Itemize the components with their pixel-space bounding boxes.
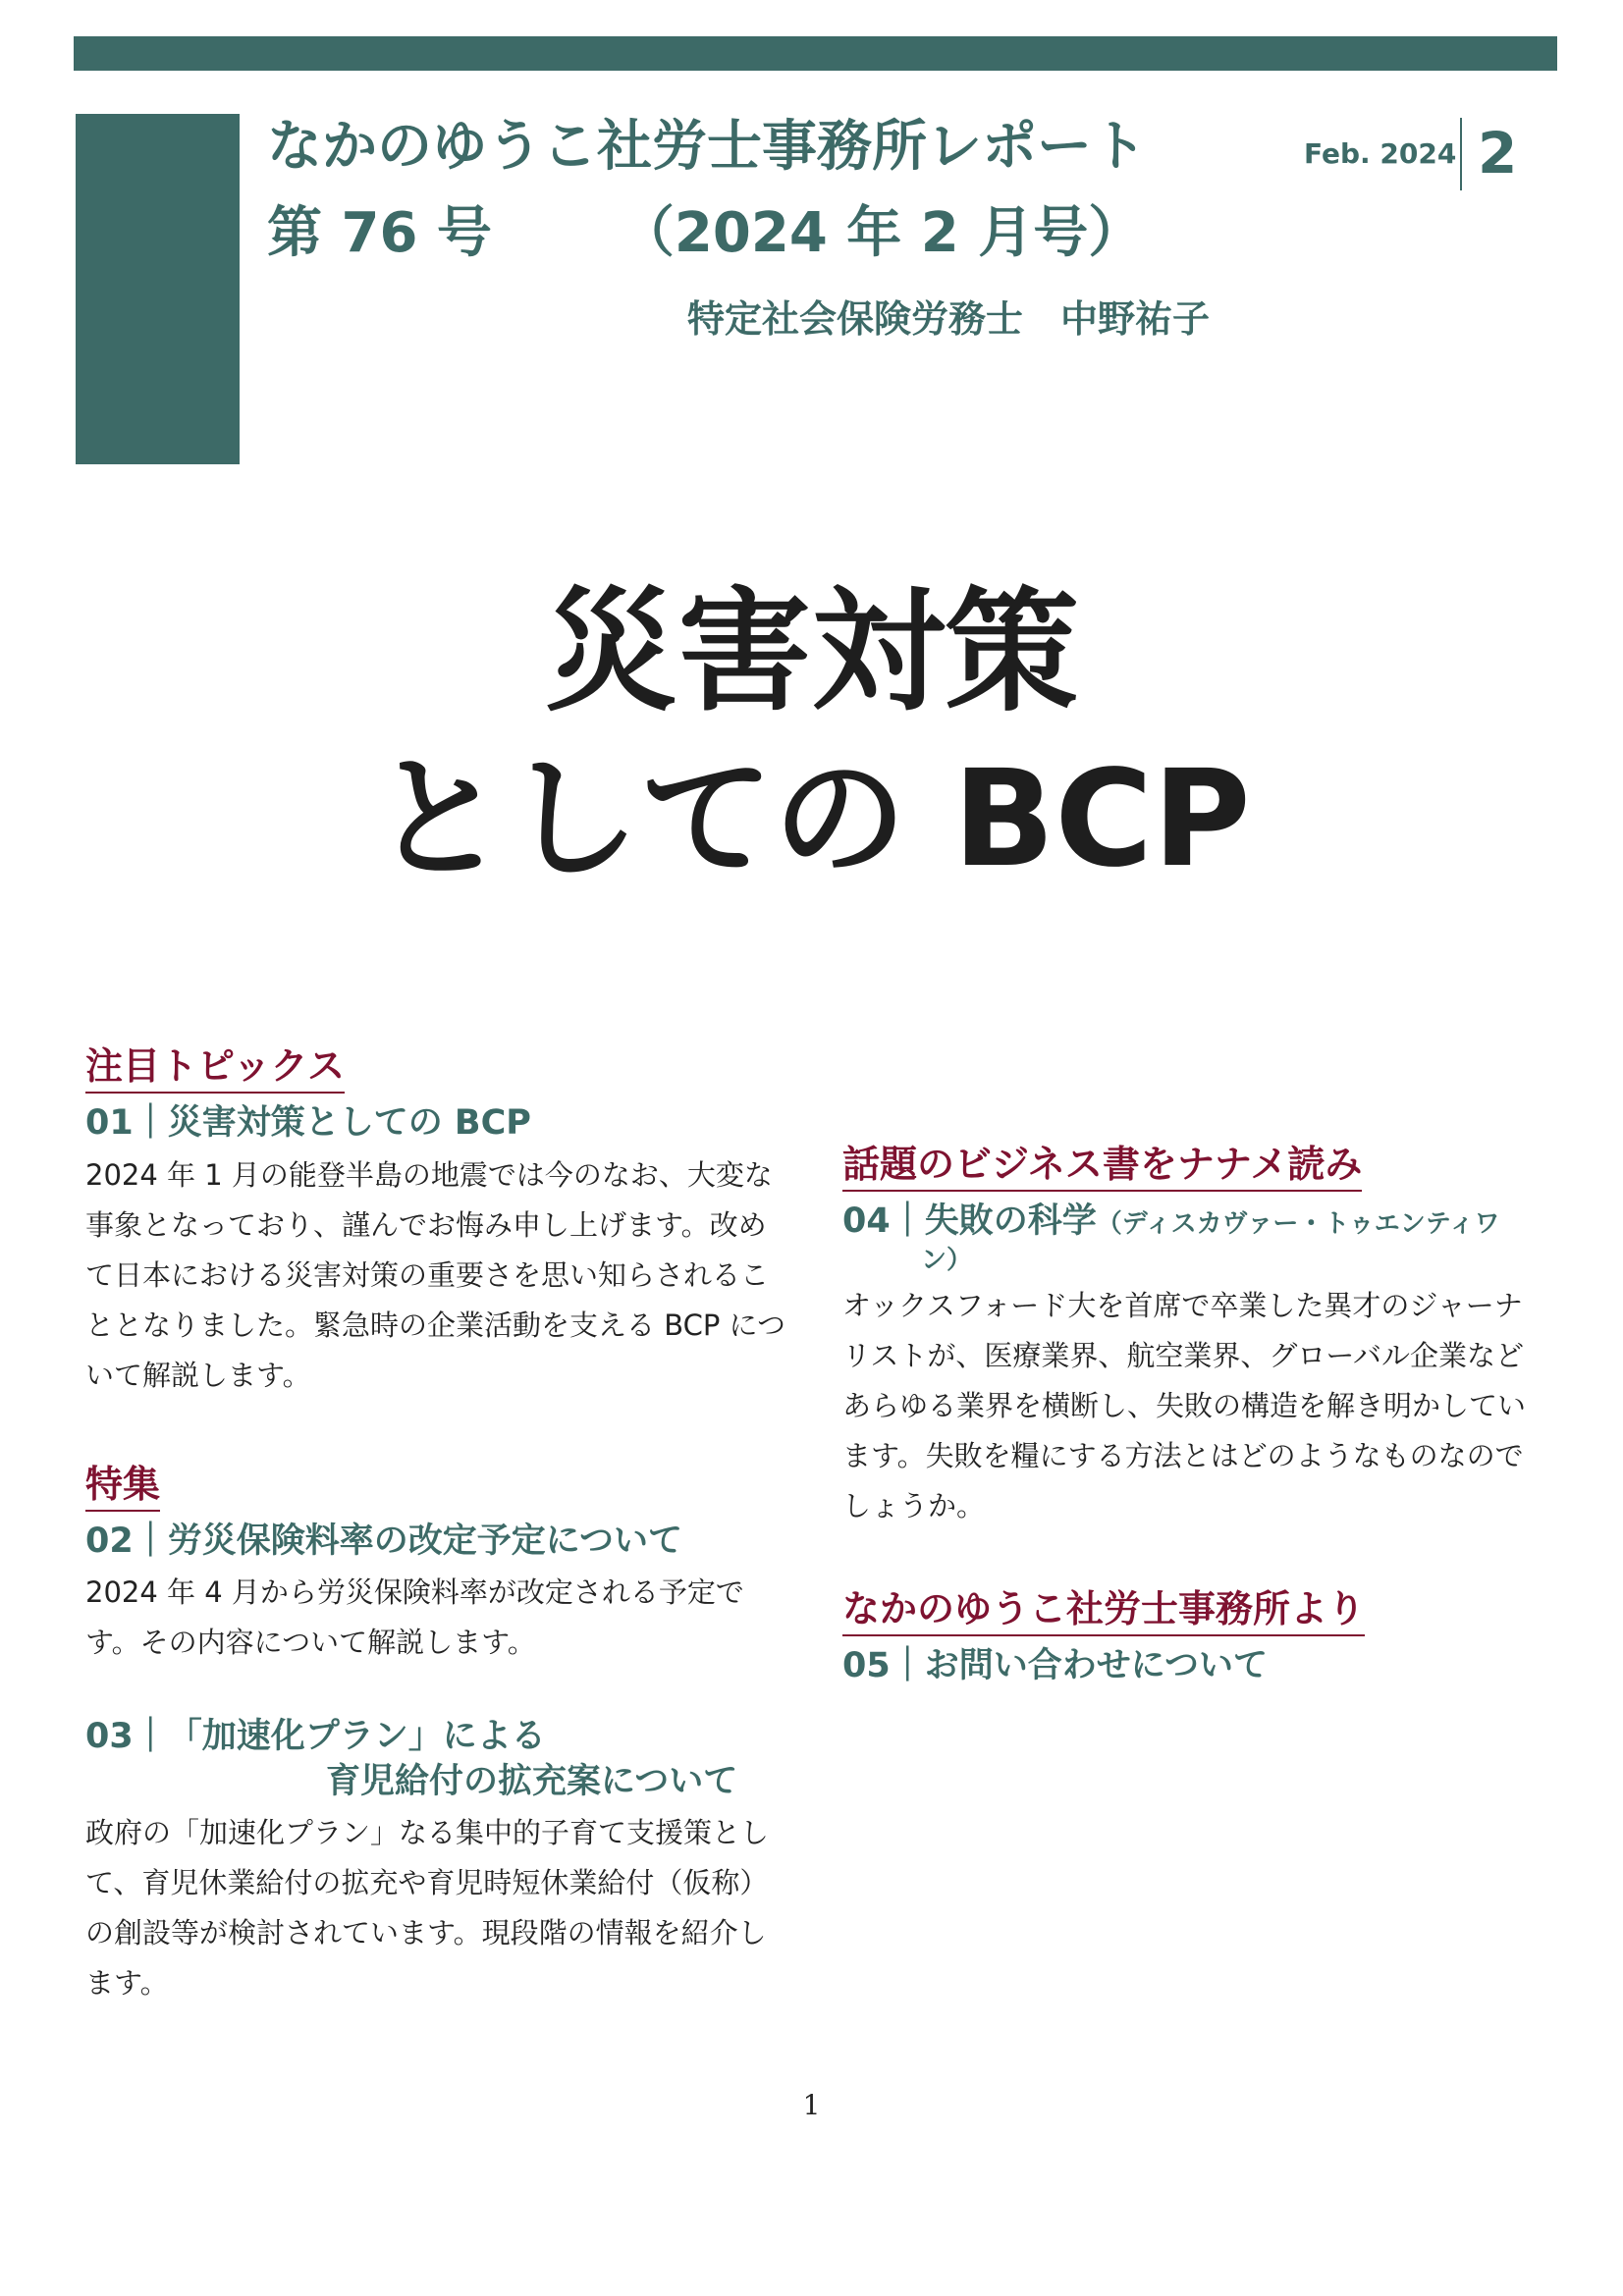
item-title-04-subtitle-cont: ン） bbox=[921, 1245, 973, 1275]
item-title-04-main: 04｜失敗の科学 bbox=[842, 1201, 1097, 1241]
item-body-04: オックスフォード大を首席で卒業した異才のジャーナリストが、医療業界、航空業界、グローバル企業などあらゆる業界を横断し、失敗の構造を解き明かしています。失敗を糧にする方法とはどのようなものなのでしょうか。 bbox=[842, 1289, 1527, 1523]
main-title bbox=[0, 569, 1623, 903]
report-title: なかのゆうこ社労士事務所レポート bbox=[267, 115, 1147, 179]
section-heading-office: なかのゆうこ社労士事務所より bbox=[842, 1578, 1365, 1636]
header-page-label: 2 bbox=[1478, 120, 1518, 187]
item-title-04-subtitle: （ディスカヴァー・トゥエンティワ bbox=[1096, 1209, 1500, 1239]
author-name: 特定社会保険労務士 中野祐子 bbox=[687, 297, 1211, 341]
main-title-line-2: としての BCP bbox=[372, 742, 1251, 897]
right-column bbox=[842, 1134, 1530, 1689]
item-title-02: 02｜労災保険料率の改定予定について bbox=[85, 1521, 683, 1561]
issue-number: 第 76 号 bbox=[267, 201, 492, 265]
item-title-01: 01｜災害対策としての BCP bbox=[85, 1103, 531, 1143]
item-body-02: 2024 年 4 月から労災保険料率が改定される予定です。その内容について解説します。 bbox=[85, 1575, 744, 1659]
item-body-03: 政府の「加速化プラン」なる集中的子育て支援策として、育児休業給付の拡充や育児時短休業給付（仮称）の創設等が検討されています。現段階の情報を紹介します。 bbox=[85, 1816, 770, 2000]
left-column bbox=[85, 1036, 792, 2008]
main-title-line-1: 災害対策 bbox=[544, 575, 1079, 730]
item-title-05: 05｜お問い合わせについて bbox=[842, 1646, 1269, 1686]
item-title-03-line-1: 03｜「加速化プラン」による bbox=[85, 1717, 546, 1756]
section-heading-books: 話題のビジネス書をナナメ読み bbox=[842, 1134, 1362, 1192]
header-divider bbox=[1460, 118, 1462, 190]
item-title-03 bbox=[85, 1715, 792, 1804]
section-heading-feature: 特集 bbox=[85, 1454, 160, 1512]
issue-line bbox=[267, 202, 1143, 265]
top-accent-bar bbox=[74, 36, 1557, 71]
page-number: 1 bbox=[802, 2089, 821, 2121]
issue-month: （2024 年 2 月号） bbox=[619, 201, 1144, 265]
item-body-01: 2024 年 1 月の能登半島の地震では今のなお、大変な事象となっており、謹んでお悔み申し上げます。改めて日本における災害対策の重要さを思い知らされることとなりました。緊急時の企業活動を支える BCP について解説します。 bbox=[85, 1157, 785, 1392]
item-title-04 bbox=[842, 1200, 1530, 1277]
side-accent-block bbox=[76, 114, 240, 464]
section-heading-topics: 注目トピックス bbox=[85, 1036, 345, 1094]
item-title-03-line-2: 育児給付の拡充案について bbox=[326, 1761, 738, 1801]
issue-date: Feb. 2024 bbox=[1304, 137, 1457, 170]
